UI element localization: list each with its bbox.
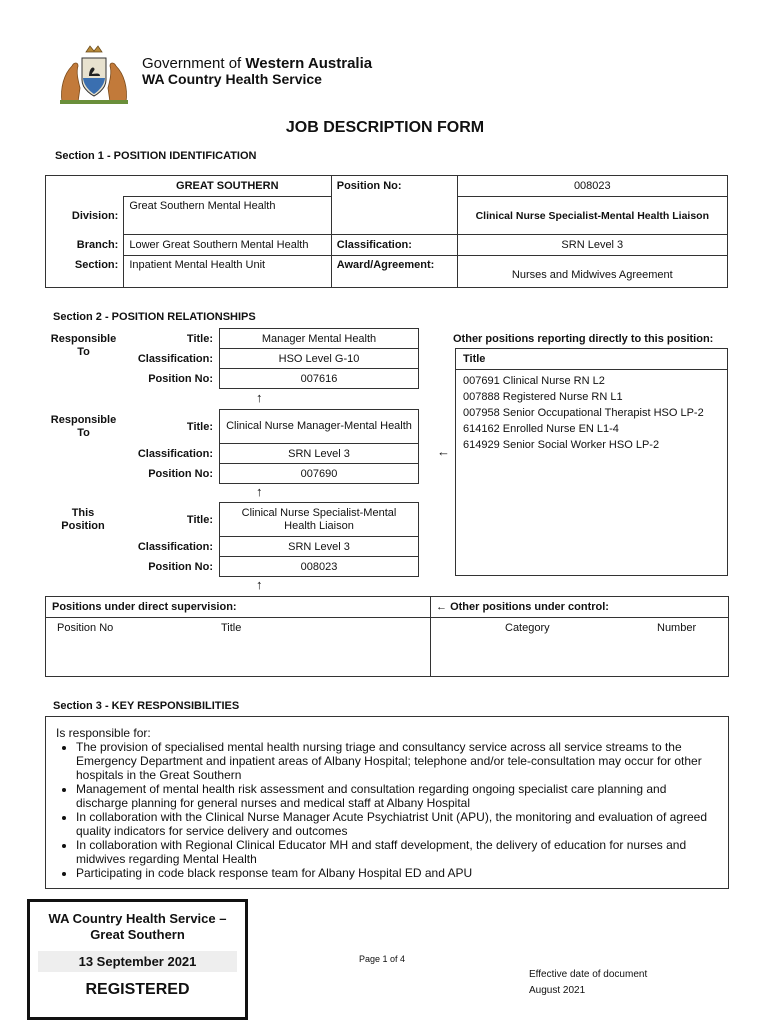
page-number: Page 1 of 4 [359, 954, 406, 964]
section-value: Inpatient Mental Health Unit [124, 256, 331, 288]
section3-heading: Section 3 - KEY RESPONSIBILITIES [53, 700, 240, 712]
other-position-item: 007888 Registered Nurse RN L1 [463, 391, 623, 403]
box3-position-no-label: Position No: [148, 560, 213, 573]
section1-heading: Section 1 - POSITION IDENTIFICATION [55, 150, 257, 162]
region-label: GREAT SOUTHERN [124, 176, 331, 197]
branch-value: Lower Great Southern Mental Health [124, 235, 331, 256]
gov-title-a: Government of [142, 55, 246, 72]
position-id-table [45, 175, 728, 288]
col-category: Category [505, 622, 550, 634]
this-position-label: This Position [61, 507, 105, 532]
arrow-up-icon: ↑ [256, 390, 263, 405]
responsibility-item: • Participating in code black response team for Albany Hospital ED and APU [76, 866, 718, 880]
effective-date-label: Effective date of document [529, 969, 648, 980]
responsibilities-list [56, 740, 718, 880]
page-title: JOB DESCRIPTION FORM [285, 119, 485, 136]
key-responsibilities-box [45, 716, 729, 889]
box1-classification-label: Classification: [137, 352, 213, 365]
section-label: Section: [46, 256, 124, 288]
stamp-line1: WA Country Health Service – [48, 911, 227, 926]
box2-title-label: Title: [186, 420, 213, 433]
other-positions-box [455, 348, 728, 576]
section2-heading: Section 2 - POSITION RELATIONSHIPS [53, 311, 256, 323]
box1-position-no: 007616 [220, 369, 419, 389]
effective-date-value: August 2021 [529, 985, 586, 996]
responsible-to-label-1: Responsible To [50, 333, 117, 358]
responsible-to-label-2: Responsible To [50, 414, 117, 439]
other-position-item: 614162 Enrolled Nurse EN L1-4 [463, 423, 619, 435]
col-number: Number [657, 622, 697, 634]
classification-value: SRN Level 3 [457, 235, 727, 256]
award-label: Award/Agreement: [331, 256, 457, 288]
other-positions-title-header: Title [463, 353, 486, 365]
box3-title-label: Title: [186, 513, 213, 526]
responsible-to-box-2 [125, 409, 419, 484]
responsibility-item: • Management of mental health risk assessment and consultation regarding ongoing specialist care planning and discharge planning for general nurses and medical staff at Albany Hospital [76, 782, 718, 810]
other-position-item: 614929 Senior Social Worker HSO LP-2 [463, 439, 660, 451]
box3-classification-label: Classification: [137, 540, 213, 553]
arrow-up-icon: ↑ [256, 484, 263, 499]
classification-label: Classification: [331, 235, 457, 256]
other-positions-list [456, 370, 727, 456]
box2-classification: SRN Level 3 [220, 444, 419, 464]
box2-position-no-label: Position No: [148, 467, 213, 480]
branch-label: Branch: [46, 235, 124, 256]
box2-position-no: 007690 [220, 464, 419, 484]
arrow-left-icon: ← [436, 601, 451, 613]
other-positions-heading: Other positions reporting directly to this position: [453, 333, 714, 345]
box2-classification-label: Classification: [137, 447, 213, 460]
position-title-value: Clinical Nurse Specialist-Mental Health Liaison [457, 197, 727, 235]
box3-classification: SRN Level 3 [220, 537, 419, 557]
division-value: Great Southern Mental Health [124, 197, 331, 235]
other-control-label [436, 601, 609, 613]
health-service-name: WA Country Health Service [142, 71, 322, 87]
responsibility-item: • In collaboration with the Clinical Nurse Manager Acute Psychiatrist Unit (APU), the monitoring and evaluation of agreed quality indicators for service delivery and outcomes [76, 810, 718, 838]
division-label: Division: [46, 197, 124, 235]
wa-crest-icon [56, 44, 132, 106]
gov-title-b: Western Australia [245, 55, 373, 72]
arrow-up-icon: ↑ [256, 577, 263, 592]
responsibilities-intro: Is responsible for: [56, 726, 151, 740]
supervision-table [45, 596, 729, 677]
this-position-box [125, 502, 419, 577]
box2-title: Clinical Nurse Manager-Mental Health [220, 410, 419, 444]
responsible-to-box-1 [125, 328, 419, 389]
box1-title: Manager Mental Health [220, 329, 419, 349]
position-no-label: Position No: [331, 176, 457, 197]
arrow-left-icon: ← [437, 444, 450, 459]
col-position-no: Position No [57, 622, 114, 634]
award-value: Nurses and Midwives Agreement [457, 256, 727, 288]
registration-stamp [27, 899, 248, 1020]
stamp-date: 13 September 2021 [38, 951, 237, 972]
other-position-item: 007958 Senior Occupational Therapist HSO LP-2 [463, 407, 704, 419]
gov-title [142, 55, 372, 72]
responsibility-item: • The provision of specialised mental health nursing triage and consultancy service across all service streams to the Emergency Department and inpatient areas of Albany Hospital; telephone and/or tele-consultation may occur for other hospitals in the Great Southern [76, 740, 718, 782]
responsibility-item: • In collaboration with Regional Clinical Educator MH and staff development, the delivery of education for nurses and midwives regarding Mental Health [76, 838, 718, 866]
other-control-text: Other positions under control: [450, 601, 609, 613]
box1-title-label: Title: [186, 332, 213, 345]
box1-classification: HSO Level G-10 [220, 349, 419, 369]
direct-supervision-label: Positions under direct supervision: [52, 601, 237, 613]
position-no-value: 008023 [457, 176, 727, 197]
stamp-line2: Great Southern [90, 927, 185, 942]
box1-position-no-label: Position No: [148, 372, 213, 385]
box3-title: Clinical Nurse Specialist-Mental Health Liaison [220, 503, 419, 537]
stamp-status: REGISTERED [85, 981, 190, 998]
box3-position-no: 008023 [220, 557, 419, 577]
col-title: Title [221, 622, 242, 634]
other-position-item: 007691 Clinical Nurse RN L2 [463, 375, 605, 387]
